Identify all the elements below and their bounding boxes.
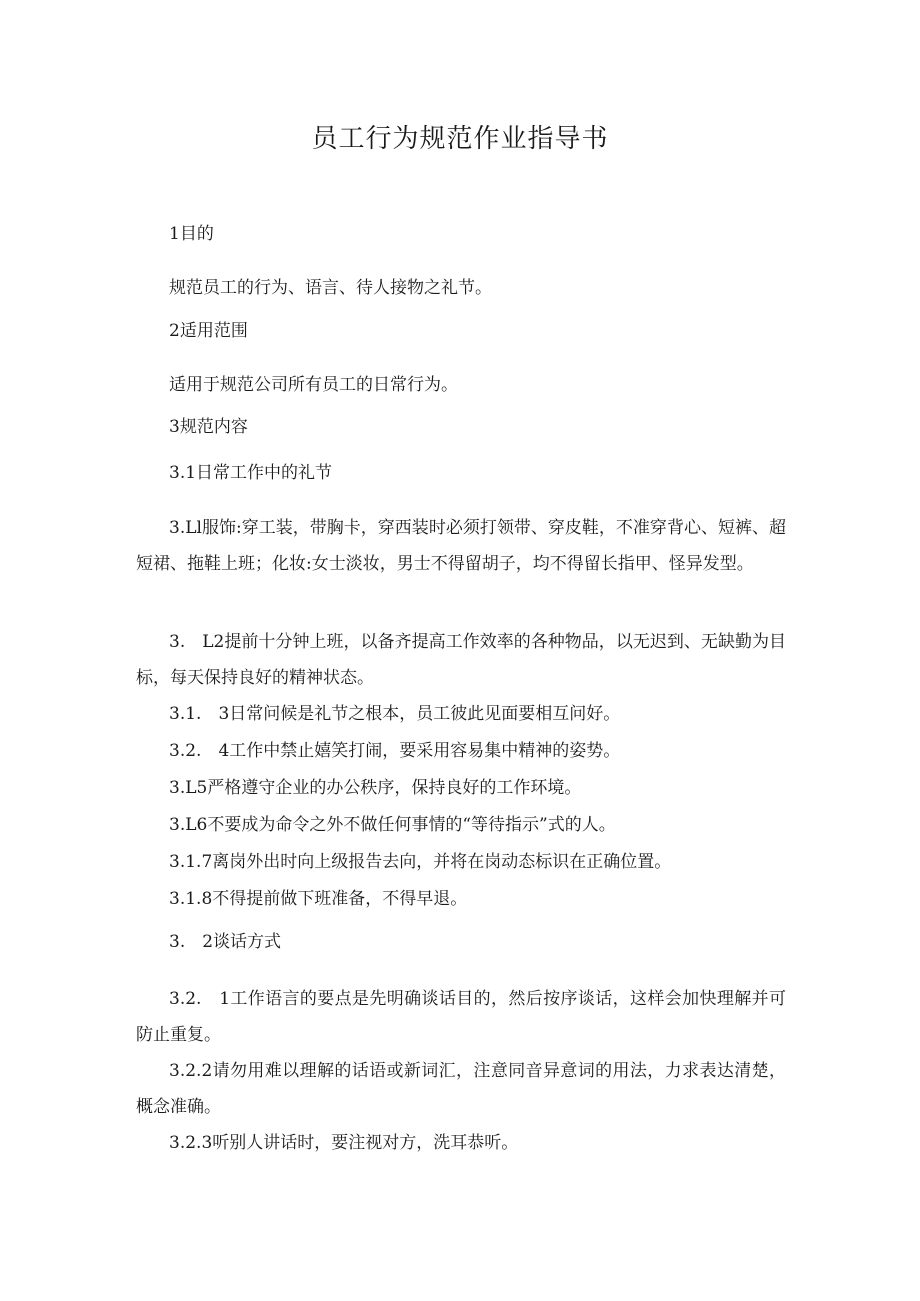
paragraph-3-1-8: 3.1.8不得提前做下班准备，不得早退。 <box>169 889 468 909</box>
paragraph-3-1-3: 3.1. 3日常问候是礼节之根本，员工彼此见面要相互问好。 <box>169 704 621 724</box>
section-3-2-heading: 3. 2谈话方式 <box>169 932 282 952</box>
paragraph-3-1-6: 3.L6不要成为命令之外不做任何事情的“等待指示”式的人。 <box>169 815 616 835</box>
section-1-heading: 1目的 <box>169 224 214 244</box>
paragraph-3-1-1: 3.Ll服饰:穿工装，带胸卡，穿西装时必须打领带、穿皮鞋，不准穿背心、短裤、超短裙、拖鞋上班；化妆:女士淡妆，男士不得留胡子，均不得留长指甲、怪异发型。 <box>136 518 786 574</box>
page-title: 员工行为规范作业指导书 <box>311 124 609 154</box>
paragraph-3-2-2: 3.2.2请勿用难以理解的话语或新词汇，注意同音异意词的用法，力求表达清楚，概念准确。 <box>136 1061 786 1117</box>
paragraph-3-2-3: 3.2.3听别人讲话时，要注视对方，洗耳恭听。 <box>169 1133 519 1153</box>
section-3-heading: 3规范内容 <box>169 417 248 437</box>
paragraph-3-1-2: 3. L2提前十分钟上班，以备齐提高工作效率的各种物品，以无迟到、无缺勤为目标，每天保持良好的精神状态。 <box>136 632 786 688</box>
paragraph-3-1-7: 3.1.7离岗外出时向上级报告去向，并将在岗动态标识在正确位置。 <box>169 852 672 872</box>
section-1-text: 规范员工的行为、语言、待人接物之礼节。 <box>169 278 492 298</box>
paragraph-3-1-5: 3.L5严格遵守企业的办公秩序，保持良好的工作环境。 <box>169 778 582 798</box>
section-3-1-heading: 3.1日常工作中的礼节 <box>169 463 333 483</box>
paragraph-3-1-4: 3.2. 4工作中禁止嬉笑打闹，要采用容易集中精神的姿势。 <box>169 741 621 761</box>
section-2-text: 适用于规范公司所有员工的日常行为。 <box>169 375 458 395</box>
paragraph-3-2-1: 3.2. 1工作语言的要点是先明确谈话目的，然后按序谈话，这样会加快理解并可防止重复。 <box>136 989 786 1045</box>
section-2-heading: 2适用范围 <box>169 321 248 341</box>
